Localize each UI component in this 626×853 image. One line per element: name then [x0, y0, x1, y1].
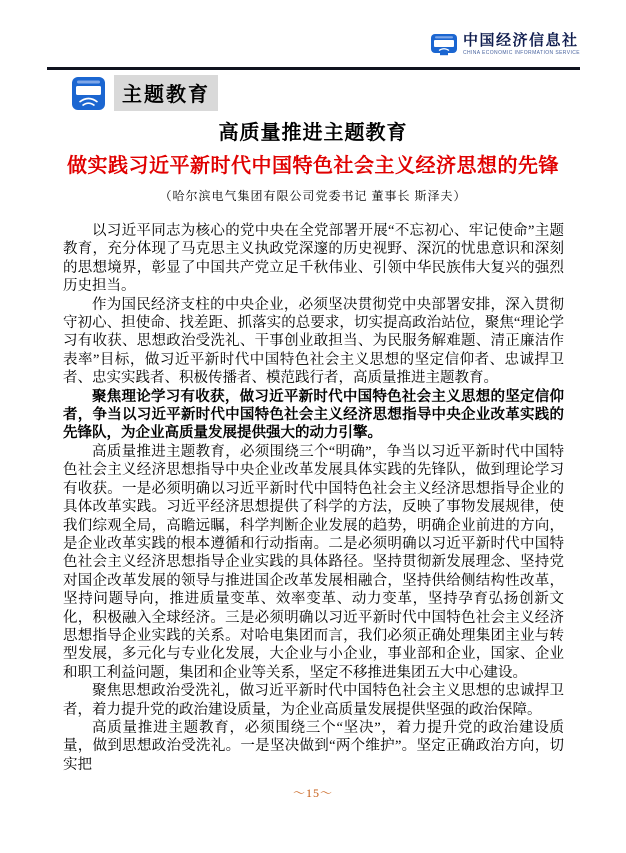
body-paragraph: 聚焦理论学习有收获，做习近平新时代中国特色社会主义思想的坚定信仰者，争当以习近平新时代中国特色社会主义经济思想指导中央企业改革实践的先锋队，为企业高质量发展提供强大的动力引擎。 — [63, 388, 564, 442]
body-paragraph: 高质量推进主题教育，必须围绕三个“坚决”，着力提升党的政治建设质量，做到思想政治受洗礼。一是坚决做到“两个维护”。坚定正确政治方向，切实把 — [63, 719, 564, 773]
body-paragraph: 聚焦思想政治受洗礼，做习近平新时代中国特色社会主义思想的忠诚捍卫者，着力提升党的政治建设质量，为企业高质量发展提供坚强的政治保障。 — [63, 683, 564, 718]
publisher-logo-icon — [431, 34, 457, 56]
body-paragraph: 高质量推进主题教育，必须围绕三个“明确”，争当以习近平新时代中国特色社会主义经济思想指导中央企业改革发展具体实践的先锋队，做到理论学习有收获。一是必须明确以习近平新时代中国特色社会主义经济思想指导企业的具体改革实践。习近平经济思想提供了科学的方法，反映了事物发展规律，使我们综观全局，高瞻远瞩，科学判断企业发展的趋势，明确企业前进的方向，是企业改革实践的根本遵循和行动指南。二是必须明确以习近平新时代中国特色社会主义经济思想指导企业实践的具体路径。坚持贯彻新发展理念、坚持党对国企改革发展的领导与推进国企改革发展相融合，坚持供给侧结构性改革，坚持问题导向，推进质量变革、效率变革、动力变革，坚持孕育弘扬创新文化，积极融入全球经济。三是必须明确以习近平新时代中国特色社会主义经济思想指导企业实践的关系。对哈电集团而言，我们必须正确处理集团主业与转型发展，多元化与专业化发展，大企业与小企业，事业部和企业，国家、企业和职工利益问题，集团和企业等关系，坚定不移推进集团五大中心建设。 — [63, 443, 564, 681]
body-paragraph: 作为国民经济支柱的中央企业，必须坚决贯彻党中央部署安排，深入贯彻守初心、担使命、找差距、抓落实的总要求，切实提高政治站位，聚焦“理论学习有收获、思想政治受洗礼、干事创业敢担当、为民服务解难题、清正廉洁作表率”目标，做习近平新时代中国特色社会主义思想的坚定信仰者、忠诚捍卫者、忠实实践者、积极传播者、模范践行者，高质量推进主题教育。 — [63, 296, 564, 387]
section-badge-label: 主题教育 — [114, 75, 218, 111]
article-body — [63, 222, 564, 774]
section-badge-icon — [72, 77, 105, 110]
article-byline: （哈尔滨电气集团有限公司党委书记 董事长 斯泽夫） — [159, 189, 467, 203]
publisher-name-english: CHINA ECONOMIC INFORMATION SERVICE — [462, 50, 580, 56]
publisher-name: 中国经济信息社 — [462, 32, 579, 49]
article-title: 高质量推进主题教育 — [218, 122, 408, 144]
publisher-logo — [431, 33, 580, 56]
article-subtitle: 做实践习近平新时代中国特色社会主义经济思想的先锋 — [67, 155, 559, 177]
body-paragraph: 以习近平同志为核心的党中央在全党部署开展“不忘初心、牢记使命”主题教育，充分体现了马克思主义执政党深邃的历史视野、深沉的忧患意识和深刻的思想境界，彰显了中国共产党立足千秋伟业、引领中华民族伟大复兴的强烈历史担当。 — [63, 223, 564, 295]
page-number: ～15～ — [292, 786, 333, 800]
header-divider — [47, 67, 580, 70]
section-badge — [72, 75, 218, 111]
